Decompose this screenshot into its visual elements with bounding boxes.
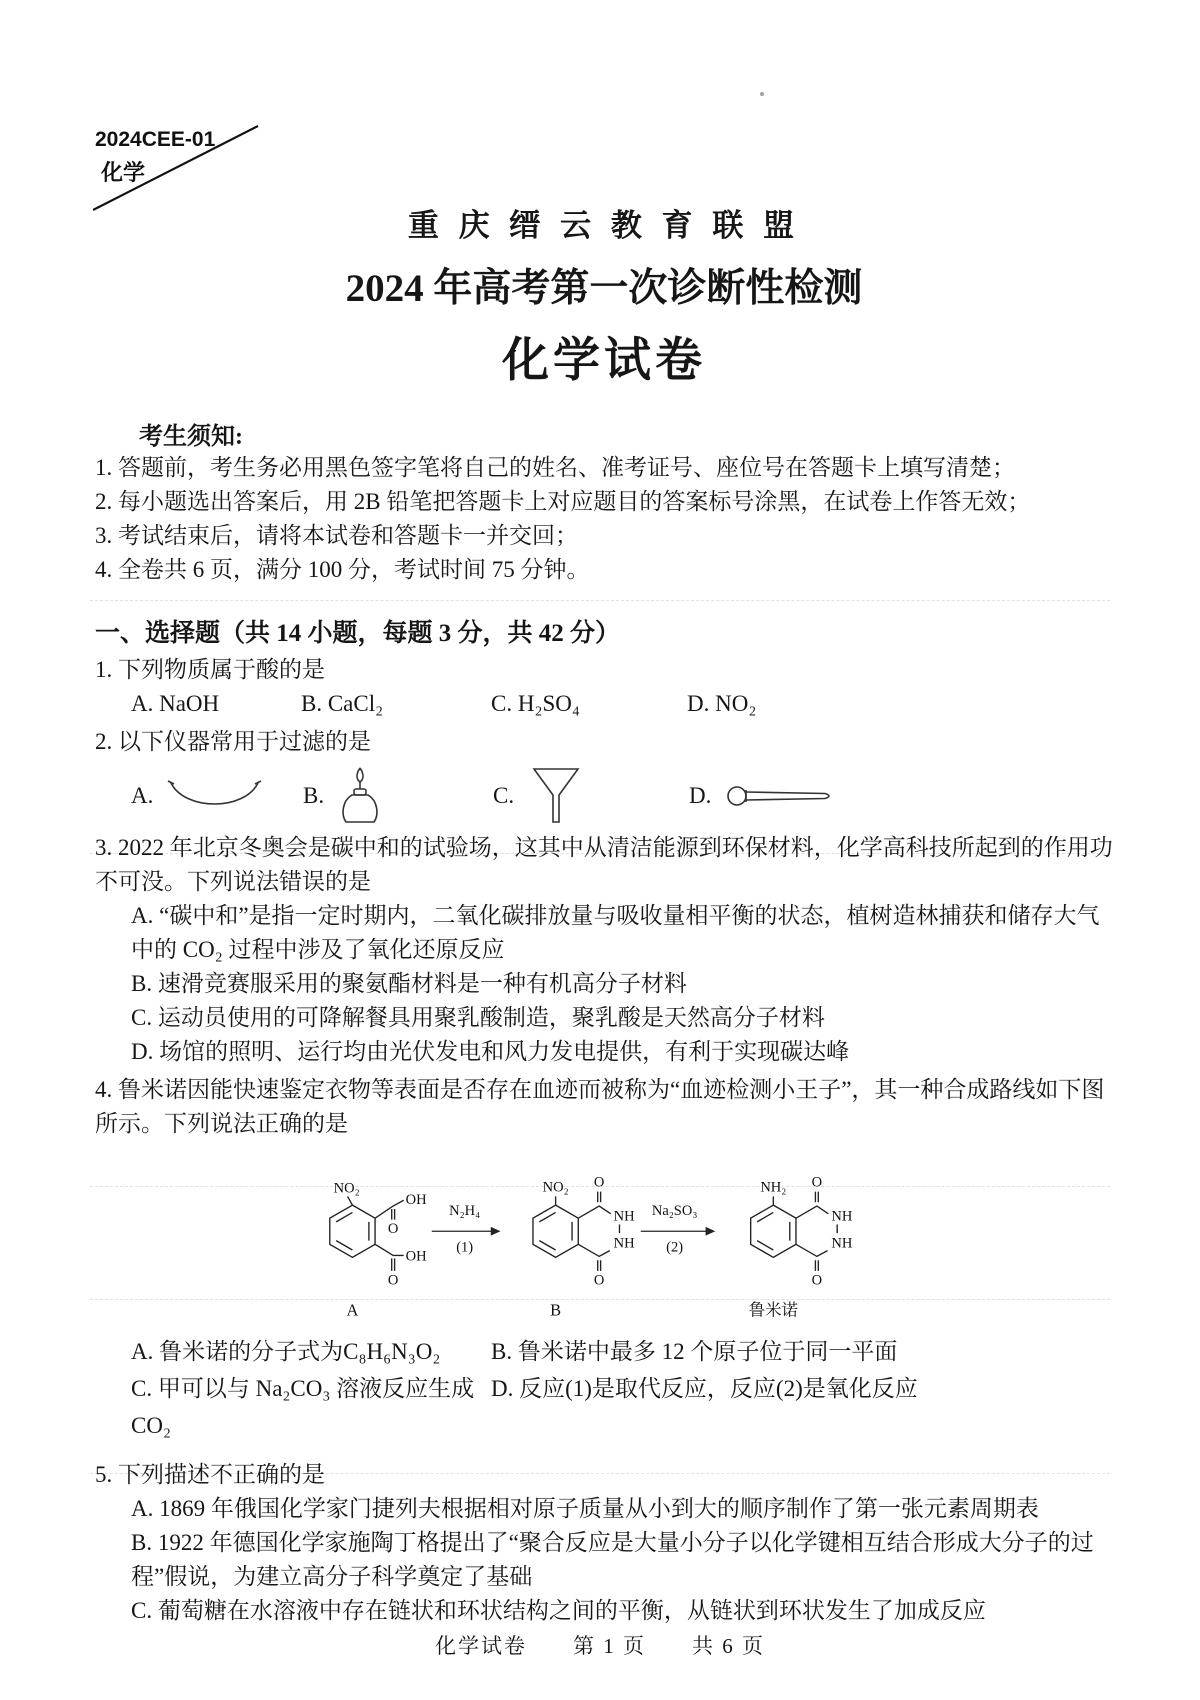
question-4-stem: 4. 鲁米诺因能快速鉴定衣物等表面是否存在血迹而被称为“血迹检测小王子”，其一种合成路线如下图所示。下列说法正确的是 (95, 1077, 1105, 1136)
o-label: O (593, 1272, 605, 1289)
reaction-arrow-2 (641, 1203, 716, 1256)
option-a: A. 鲁米诺的分子式为C₈H₆N₃O₂ (131, 1339, 441, 1364)
option-label: C. (493, 783, 515, 808)
question-4-options-row-1 (131, 1333, 1113, 1370)
option-b: B. CaCl₂ (301, 691, 384, 716)
synthesis-scheme-figure (284, 1149, 924, 1328)
organization-title: 重 庆 缙 云 教 育 联 盟 (407, 208, 801, 243)
question-3-option-d: D. 场馆的照明、运行均由光伏发电和风力发电提供，有利于实现碳达峰 (131, 1039, 850, 1064)
question-1-options (131, 687, 1113, 721)
option-c (493, 765, 689, 827)
notice-item: 2. 每小题选出答案后，用 2B 铅笔把答题卡上对应题目的答案标号涂黑，在试卷上作答无效； (95, 489, 1031, 514)
question-5-stem: 5. 下列描述不正确的是 (95, 1462, 325, 1487)
o-label: O (387, 1272, 399, 1289)
o-label: O (811, 1272, 823, 1289)
paper-title: 化学试卷 (502, 335, 706, 387)
question-5-option-b: B. 1922 年德国化学家施陶丁格提出了“聚合反应是大量小分子以化学键相互结合形成大分子的过程”假说，为建立高分子科学奠定了基础 (131, 1530, 1094, 1589)
molecule-b-caption: B (550, 1300, 562, 1320)
option-d: D. NO₂ (687, 691, 757, 716)
option-label: B. (303, 783, 325, 808)
arrowhead (491, 1227, 501, 1236)
section-title: 一、选择题（共 14 小题，每题 3 分，共 42 分） (95, 620, 621, 647)
no2-label: NO₂ (542, 1179, 569, 1196)
reagent-1-label: N₂H₄ (449, 1202, 481, 1219)
notice-item: 3. 考试结束后，请将本试卷和答题卡一并交回； (95, 523, 578, 548)
question-3-option-a: A. “碳中和”是指一定时期内，二氧化碳排放量与吸收量相平衡的状态，植树造林捕获和储存大气中的 CO₂ 过程中涉及了氧化还原反应 (131, 903, 1100, 962)
option-b: B. 鲁米诺中最多 12 个原子位于同一平面 (491, 1339, 898, 1364)
nh-label: NH (613, 1208, 635, 1225)
question-1-stem: 1. 下列物质属于酸的是 (95, 657, 325, 682)
question-3-stem: 3. 2022 年北京冬奥会是碳中和的试验场，这其中从清洁能源到环保材料，化学高科技所起到的作用功不可没。下列说法错误的是 (95, 835, 1113, 894)
question-5-option-c: C. 葡萄糖在水溶液中存在链状和环状结构之间的平衡，从链状到环状发生了加成反应 (131, 1598, 986, 1623)
option-a (131, 775, 303, 817)
oh-label: OH (405, 1192, 427, 1209)
nh2-label: NH₂ (760, 1179, 787, 1196)
alcohol-lamp-icon (338, 765, 382, 827)
o-label: O (387, 1221, 399, 1238)
option-d: D. 反应(1)是取代反应，反应(2)是氧化反应 (491, 1376, 918, 1401)
exam-page (95, 0, 1113, 1628)
question-3-option-c: C. 运动员使用的可降解餐具用聚乳酸制造，聚乳酸是天然高分子材料 (131, 1005, 825, 1030)
paper-code: 2024CEE-01 (95, 128, 216, 151)
page-footer: 化学试卷 第 1 页 共 6 页 (435, 1634, 765, 1658)
nh-label: NH (831, 1235, 853, 1252)
evaporating-dish-icon (167, 775, 262, 817)
notice-item: 1. 答题前，考生务必用黑色签字笔将自己的姓名、准考证号、座位号在答题卡上填写清楚； (95, 455, 1015, 480)
question-4-options-row-2 (131, 1370, 1113, 1444)
molecule-b (533, 1175, 635, 1289)
step-2-label: (2) (666, 1239, 684, 1256)
no2-label: NO₂ (333, 1180, 360, 1197)
nh-label: NH (613, 1235, 635, 1252)
option-c: C. 甲可以与 Na₂CO₃ 溶液反应生成 CO₂ (131, 1376, 475, 1438)
o-label: O (811, 1174, 823, 1191)
option-label: D. (689, 783, 712, 808)
option-d (689, 781, 840, 811)
molecule-a-caption: A (346, 1300, 359, 1320)
question-5-option-a: A. 1869 年俄国化学家门捷列夫根据相对原子质量从小到大的顺序制作了第一张元素周期表 (131, 1496, 1039, 1521)
reaction-arrow-1 (432, 1203, 501, 1256)
option-a: A. NaOH (131, 691, 220, 716)
option-label: A. (131, 783, 154, 808)
molecule-a (330, 1181, 427, 1289)
question-2-stem: 2. 以下仪器常用于过滤的是 (95, 729, 371, 754)
funnel-icon (528, 765, 584, 827)
nh-label: NH (831, 1208, 853, 1225)
notice-item: 4. 全卷共 6 页，满分 100 分，考试时间 75 分钟。 (95, 557, 590, 582)
step-1-label: (1) (456, 1239, 474, 1256)
molecule-product-caption: 鲁米诺 (748, 1300, 798, 1320)
o-label: O (593, 1174, 605, 1191)
notice-heading: 考生须知: (139, 424, 243, 450)
subject-label: 化学 (101, 160, 146, 185)
oh-label: OH (405, 1248, 427, 1265)
question-2-options (131, 765, 1113, 827)
option-c: C. H₂SO₄ (491, 691, 580, 716)
corner-stamp (93, 118, 268, 216)
option-b (303, 765, 493, 827)
dropper-icon (725, 781, 840, 811)
exam-title: 2024 年高考第一次诊断性检测 (345, 267, 863, 310)
question-3-option-b: B. 速滑竞赛服采用的聚氨酯材料是一种有机高分子材料 (131, 971, 687, 996)
arrowhead (706, 1227, 716, 1236)
molecule-luminol (751, 1175, 853, 1289)
synthesis-scheme (284, 1149, 924, 1333)
reagent-2-label: Na₂SO₃ (651, 1202, 698, 1219)
